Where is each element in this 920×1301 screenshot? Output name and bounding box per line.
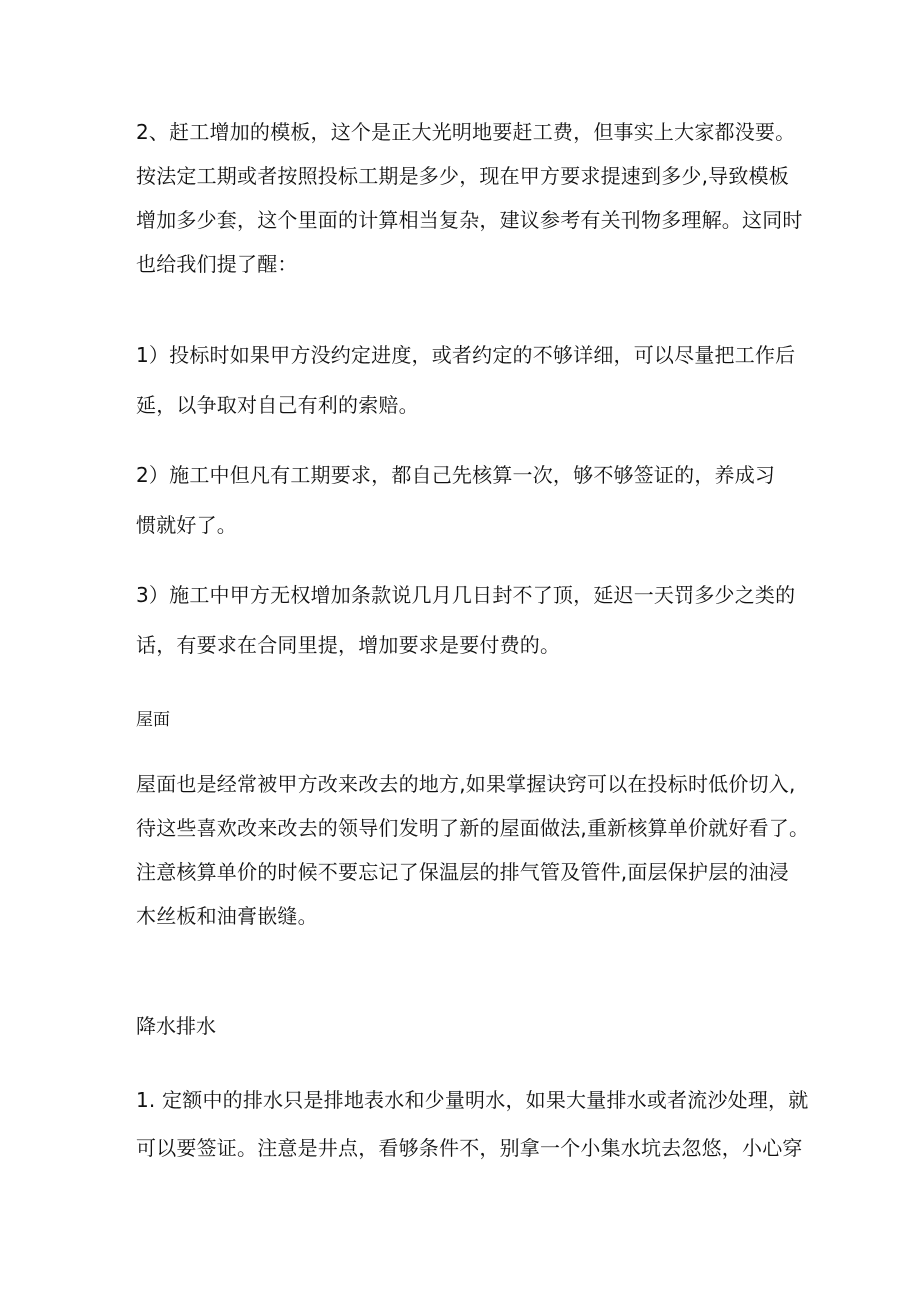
text-line: 3）施工中甲方无权增加条款说几月几日封不了顶，延迟一天罚多少之类的 bbox=[136, 583, 796, 607]
paragraph-roof bbox=[136, 762, 816, 938]
text-line: 待这些喜欢改来改去的领导们发明了新的屋面做法,重新核算单价就好看了。 bbox=[136, 816, 810, 840]
text-line: 2、赶工增加的模板，这个是正大光明地要赶工费，但事实上大家都没要。 bbox=[136, 120, 796, 144]
list-item-2 bbox=[136, 450, 816, 550]
text-line: 1）投标时如果甲方没约定进度，或者约定的不够详细，可以尽量把工作后 bbox=[136, 343, 796, 367]
section-heading-roof: 屋面 bbox=[136, 710, 170, 730]
text-line: 增加多少套，这个里面的计算相当复杂，建议参考有关刊物多理解。这同时 bbox=[136, 208, 803, 232]
text-line: 可以要签证。注意是井点，看够条件不，别拿一个小集水坑去忽悠，小心穿 bbox=[136, 1136, 803, 1160]
text-line: 注意核算单价的时候不要忘记了保温层的排气管及管件,面层保护层的油浸 bbox=[136, 860, 789, 884]
text-line: 也给我们提了醒： bbox=[136, 252, 298, 276]
text-line: 惯就好了。 bbox=[136, 513, 237, 537]
paragraph-overtime-formwork bbox=[136, 110, 816, 286]
text-line: 木丝板和油膏嵌缝。 bbox=[136, 904, 318, 928]
text-line: 2）施工中但凡有工期要求，都自己先核算一次，够不够签证的，养成习 bbox=[136, 463, 776, 487]
list-item-3 bbox=[136, 570, 816, 670]
paragraph-drainage bbox=[136, 1076, 816, 1172]
text-line: 1. 定额中的排水只是排地表水和少量明水，如果大量排水或者流沙处理，就 bbox=[136, 1088, 809, 1112]
text-line: 延，以争取对自己有利的索赔。 bbox=[136, 393, 419, 417]
text-line: 话，有要求在合同里提，增加要求是要付费的。 bbox=[136, 633, 561, 657]
text-line: 屋面也是经常被甲方改来改去的地方,如果掌握诀窍可以在投标时低价切入, bbox=[136, 772, 796, 796]
section-heading-drainage: 降水排水 bbox=[136, 1014, 216, 1038]
text-line: 按法定工期或者按照投标工期是多少，现在甲方要求提速到多少,导致模板 bbox=[136, 164, 789, 188]
list-item-1 bbox=[136, 330, 816, 430]
